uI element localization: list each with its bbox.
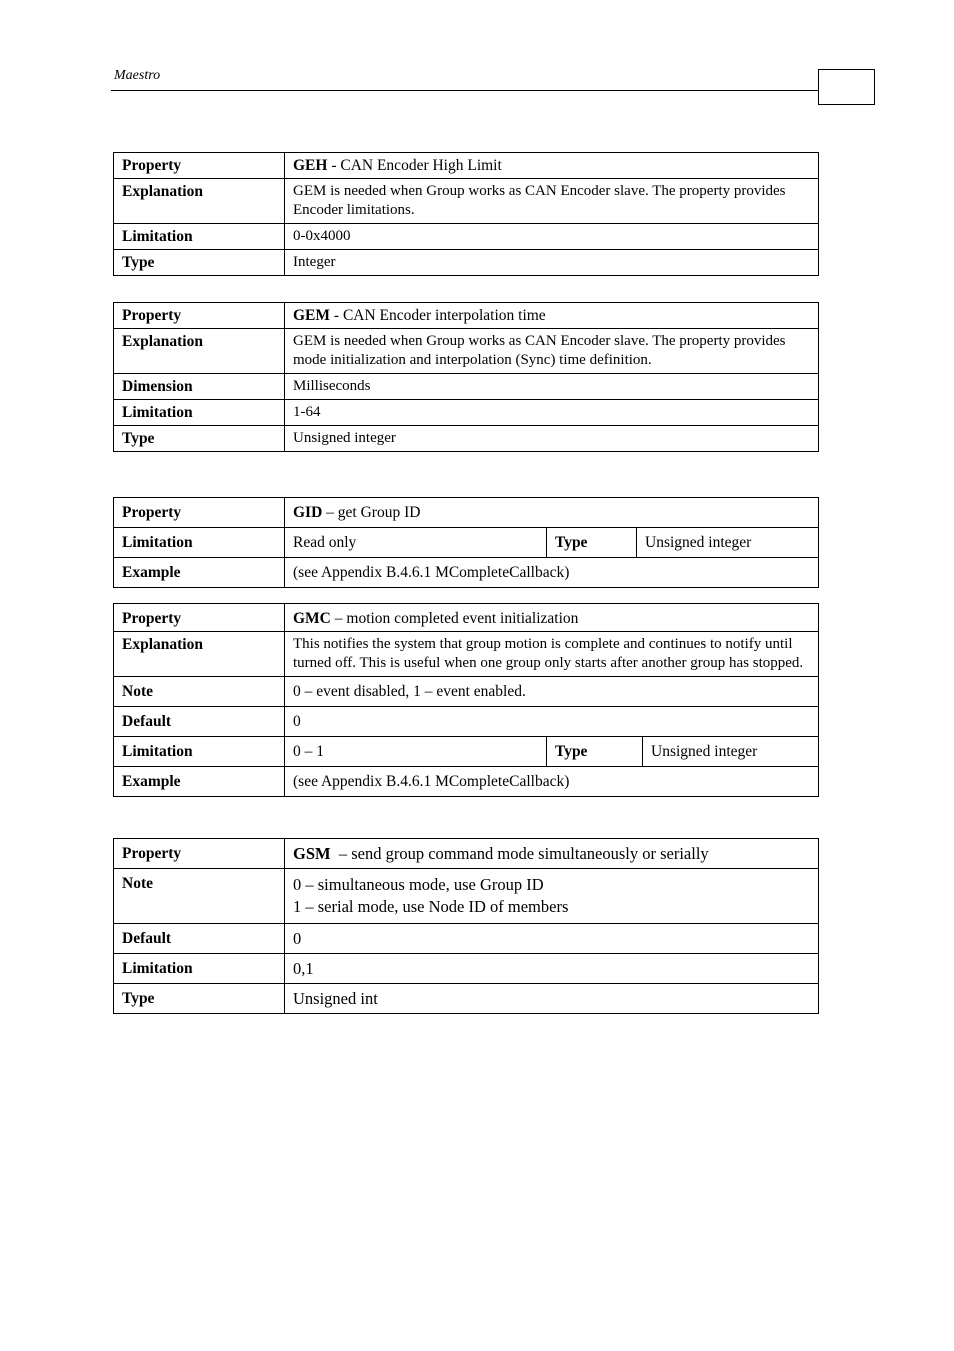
table-row — [114, 329, 819, 374]
table-row — [114, 498, 819, 528]
table-row — [114, 767, 819, 797]
table-row — [114, 869, 819, 924]
row-value: 0,1 — [285, 954, 819, 984]
row-value: Unsigned integer — [285, 426, 819, 452]
property-table-gem — [113, 302, 819, 452]
row-label: Type — [114, 984, 285, 1014]
table-row — [114, 558, 819, 588]
property-code: GEM — [293, 307, 331, 324]
type-value: Unsigned integer — [643, 737, 819, 767]
row-label: Default — [114, 924, 285, 954]
row-label: Type — [114, 250, 285, 276]
row-label: Explanation — [114, 329, 285, 374]
header-rule — [111, 90, 819, 91]
table-row — [114, 604, 819, 632]
row-label: Example — [114, 558, 285, 588]
property-code: GSM — [293, 844, 331, 863]
row-label: Limitation — [114, 224, 285, 250]
property-table-gmc — [113, 603, 819, 797]
row-label: Limitation — [114, 400, 285, 426]
property-name — [285, 303, 819, 329]
property-table-geh — [113, 152, 819, 276]
table-row — [114, 374, 819, 400]
row-value: 1-64 — [285, 400, 819, 426]
row-label: Limitation — [114, 954, 285, 984]
row-value — [285, 869, 819, 924]
table-row — [114, 400, 819, 426]
property-name — [285, 153, 819, 179]
row-label: Note — [114, 869, 285, 924]
row-value: 0 – 1 — [285, 737, 547, 767]
property-name — [285, 604, 819, 632]
table-row — [114, 707, 819, 737]
row-label: Property — [114, 604, 285, 632]
row-value: 0 – event disabled, 1 – event enabled. — [285, 677, 819, 707]
table-row — [114, 250, 819, 276]
row-value: 0-0x4000 — [285, 224, 819, 250]
property-description: – get Group ID — [322, 504, 421, 521]
table-row — [114, 954, 819, 984]
type-value: Unsigned integer — [637, 528, 819, 558]
row-value: GEM is needed when Group works as CAN Encoder slave. The property provides Encoder limitations. — [285, 179, 819, 224]
row-label: Dimension — [114, 374, 285, 400]
row-label: Explanation — [114, 179, 285, 224]
table-row — [114, 179, 819, 224]
row-value: (see Appendix B.4.6.1 MCompleteCallback) — [285, 558, 819, 588]
row-label: Default — [114, 707, 285, 737]
row-label: Limitation — [114, 737, 285, 767]
property-description: – send group command mode simultaneously or serially — [330, 844, 709, 863]
table-row — [114, 839, 819, 869]
running-header-title: Maestro — [114, 68, 161, 83]
property-name — [285, 498, 819, 528]
row-label: Note — [114, 677, 285, 707]
note-line: 1 – serial mode, use Node ID of members — [293, 897, 569, 916]
row-label: Property — [114, 303, 285, 329]
table-row — [114, 924, 819, 954]
row-value: (see Appendix B.4.6.1 MCompleteCallback) — [285, 767, 819, 797]
row-label: Property — [114, 153, 285, 179]
type-label: Type — [547, 737, 643, 767]
row-label: Property — [114, 498, 285, 528]
property-table-gsm — [113, 838, 819, 1014]
property-name — [285, 839, 819, 869]
row-value: Read only — [285, 528, 547, 558]
property-description: – motion completed event initialization — [330, 610, 579, 627]
row-value: 0 — [285, 924, 819, 954]
type-label: Type — [547, 528, 637, 558]
row-value: This notifies the system that group motion is complete and continues to notify until turned off. This is useful when one group only starts after another group has stopped. — [285, 632, 819, 677]
table-row — [114, 984, 819, 1014]
row-label: Limitation — [114, 528, 285, 558]
table-row — [114, 153, 819, 179]
property-code: GID — [293, 504, 323, 521]
property-table-gid — [113, 497, 819, 588]
row-label: Property — [114, 839, 285, 869]
table-row — [114, 677, 819, 707]
table-row — [114, 426, 819, 452]
page-number-box — [818, 69, 875, 105]
property-description: - CAN Encoder High Limit — [327, 157, 502, 174]
row-value: Milliseconds — [285, 374, 819, 400]
row-value: GEM is needed when Group works as CAN Encoder slave. The property provides mode initialization and interpolation (Sync) time definition. — [285, 329, 819, 374]
row-value: 0 — [285, 707, 819, 737]
table-row — [114, 528, 819, 558]
table-row — [114, 632, 819, 677]
note-line: 0 – simultaneous mode, use Group ID — [293, 875, 544, 894]
row-label: Explanation — [114, 632, 285, 677]
property-code: GEH — [293, 157, 328, 174]
table-row — [114, 303, 819, 329]
row-label: Type — [114, 426, 285, 452]
table-row — [114, 737, 819, 767]
property-code: GMC — [293, 610, 331, 627]
row-value: Integer — [285, 250, 819, 276]
property-description: - CAN Encoder interpolation time — [330, 307, 546, 324]
row-label: Example — [114, 767, 285, 797]
table-row — [114, 224, 819, 250]
row-value: Unsigned int — [285, 984, 819, 1014]
